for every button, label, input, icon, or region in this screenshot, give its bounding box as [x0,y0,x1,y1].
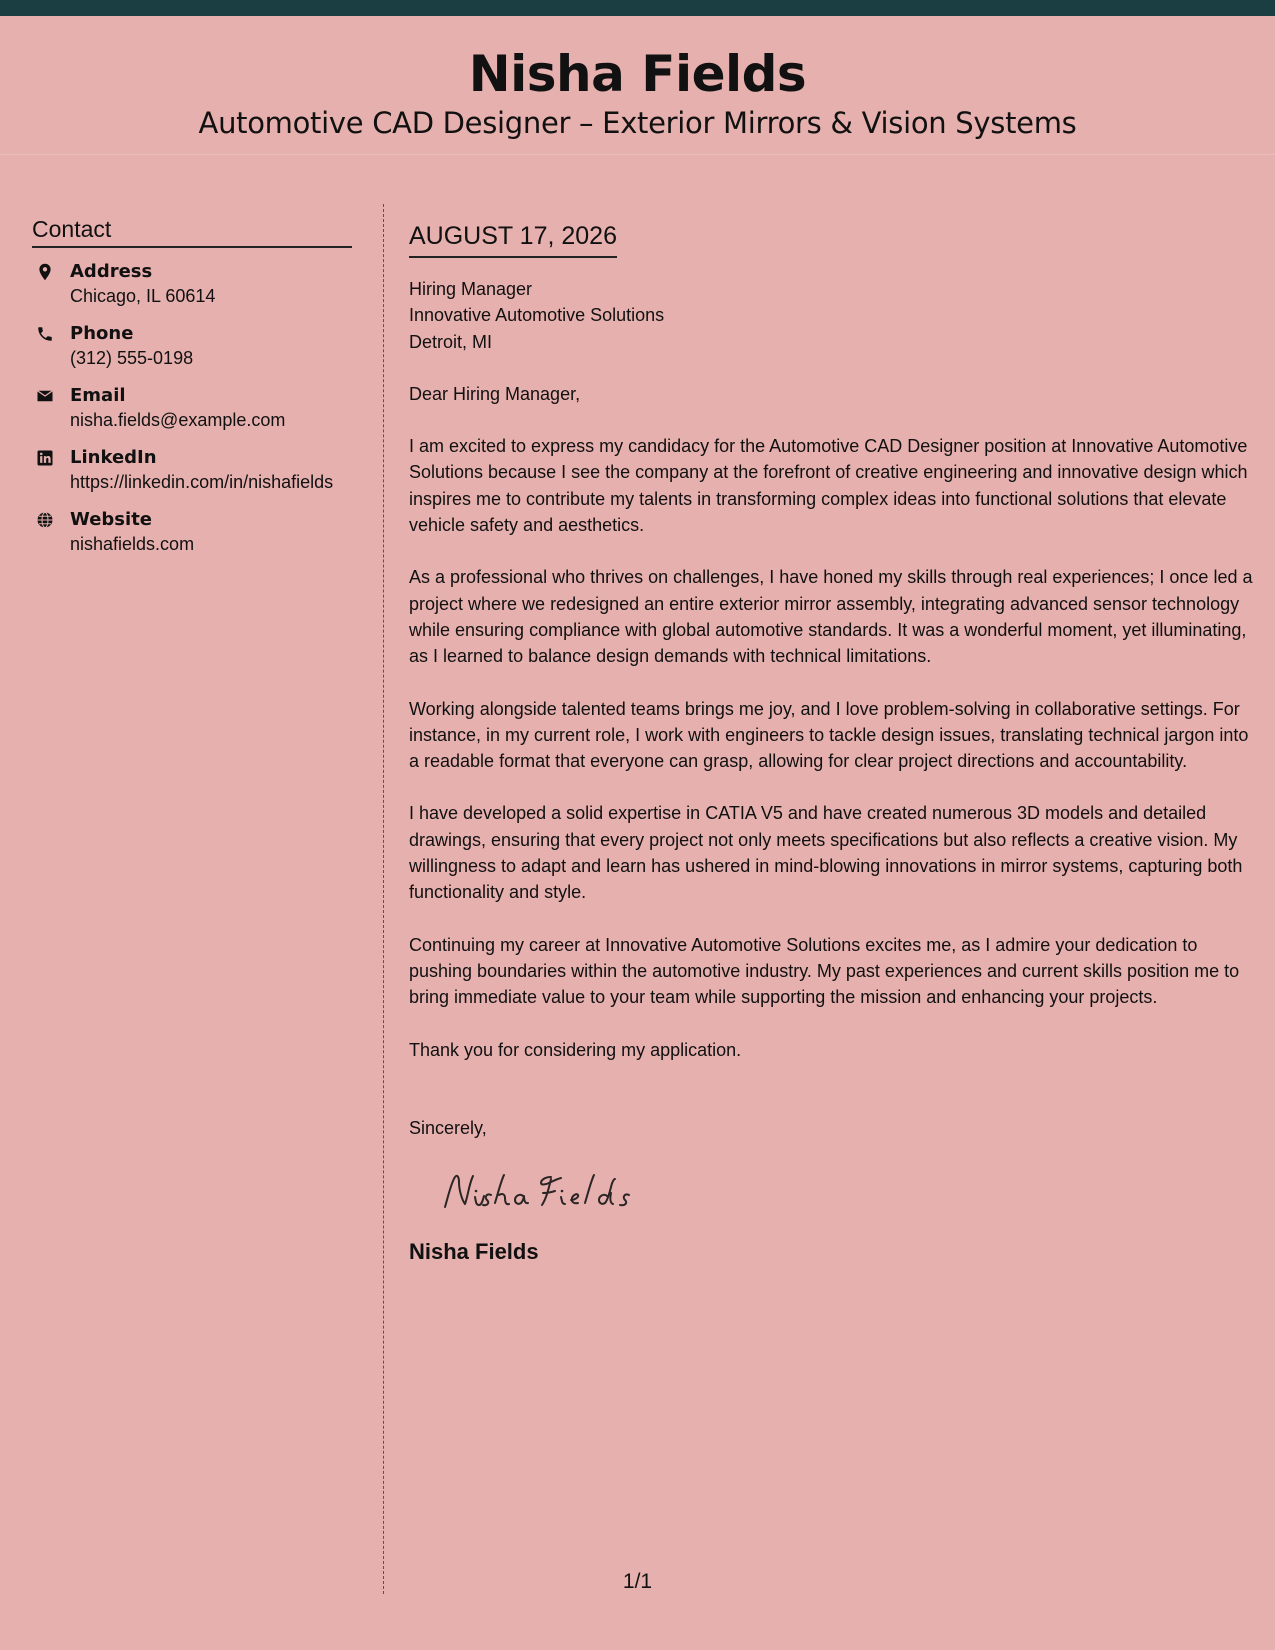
column-divider [383,204,384,1594]
location-pin-icon [32,260,70,308]
recipient-line: Detroit, MI [409,331,493,352]
recipient-block [409,276,1257,355]
top-accent-bar [0,0,1275,16]
phone-icon [32,322,70,370]
contact-item-website [32,508,352,556]
letter-body [409,220,1257,1265]
phone-value: (312) 555-0198 [70,348,194,368]
applicant-name: Nisha Fields [468,45,807,103]
salutation: Dear Hiring Manager, [409,383,581,404]
website-value[interactable]: nishafields.com [70,534,195,554]
recipient-line: Hiring Manager [409,279,533,299]
address-value: Chicago, IL 60614 [70,286,216,306]
contact-item-email [32,384,352,432]
handwritten-signature [439,1167,1257,1217]
email-value[interactable]: nisha.fields@example.com [70,410,286,430]
linkedin-icon [32,446,70,494]
letter-date: AUGUST 17, 2026 [409,220,617,258]
contact-sidebar [32,216,352,570]
contact-label: Phone [70,323,134,344]
page-number: 1/1 [622,1570,653,1593]
contact-label: Address [70,261,153,282]
contact-item-linkedin [32,446,352,494]
header [0,16,1275,155]
letter-paragraph: I have developed a solid expertise in CATIA V5 and have created numerous 3D models and detailed drawings, ensuring that every project not only meets specifications but also reflects a creative vision. My willingness to adapt and learn has ushered in mind-blowing innovations in mirror systems, capturing both functionality and style. [409,803,1243,903]
letter-paragraph: Thank you for considering my application. [409,1039,742,1060]
contact-item-address [32,260,352,308]
contact-label: Email [70,385,126,406]
contact-label: Website [70,509,153,530]
closing: Sincerely, [409,1117,487,1138]
contact-heading: Contact [32,216,352,248]
contact-label: LinkedIn [70,447,157,468]
globe-icon [32,508,70,556]
letter-paragraph: Continuing my career at Innovative Automotive Solutions excites me, as I admire your dedication to pushing boundaries within the automotive industry. My past experiences and current skills position me to bring immediate value to your team while supporting the mission and enhancing your projects. [409,934,1240,1008]
letter-paragraph: Working alongside talented teams brings me joy, and I love problem-solving in collaborative settings. For instance, in my current role, I work with engineers to tackle design issues, translating technical jargon into a readable format that everyone can grasp, allowing for clear project directions and accountability. [409,698,1249,772]
contact-item-phone [32,322,352,370]
envelope-icon [32,384,70,432]
signer-name: Nisha Fields [409,1239,539,1265]
job-title: Automotive CAD Designer – Exterior Mirrors & Vision Systems [198,106,1077,140]
recipient-line: Innovative Automotive Solutions [409,305,665,326]
letter-paragraph: I am excited to express my candidacy for the Automotive CAD Designer position at Innovative Automotive Solutions because I see the company at the forefront of creative engineering and innovative design which inspires me to contribute my talents in transforming complex ideas into functional solutions that elevate vehicle safety and aesthetics. [409,436,1248,536]
letter-paragraph: As a professional who thrives on challenges, I have honed my skills through real experiences; I once led a project where we redesigned an entire exterior mirror assembly, integrating advanced sensor technology while ensuring compliance with global automotive standards. It was a wonderful moment, yet illuminating, as I learned to balance design demands with technical limitations. [409,567,1253,667]
linkedin-value[interactable]: https://linkedin.com/in/nishafields [70,472,334,492]
